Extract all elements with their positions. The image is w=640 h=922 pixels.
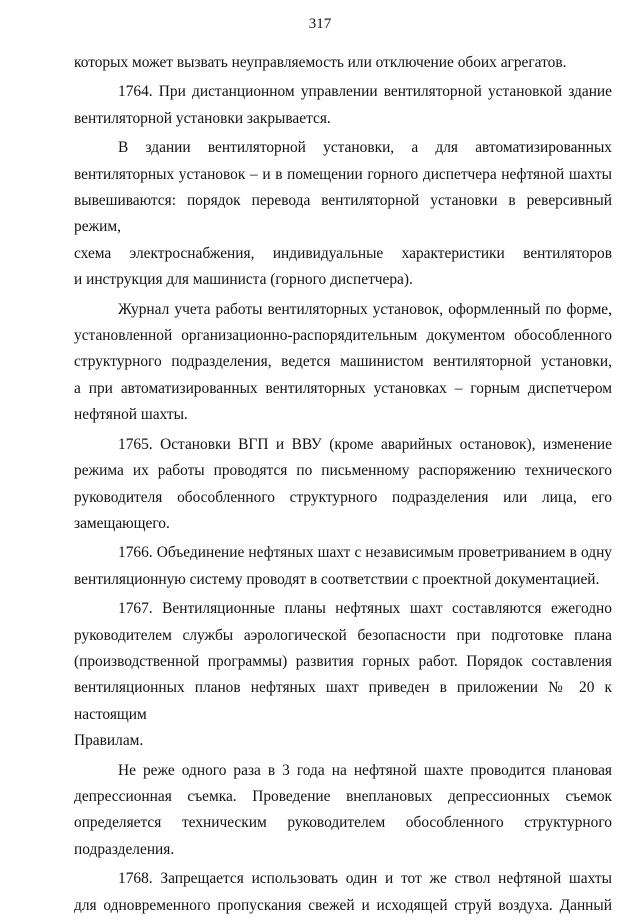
- text-line: которых может вызвать неуправляемость или отключение обоих агрегатов.: [74, 54, 567, 71]
- text-line: (производственной программы) развития горных работ. Порядок составления: [74, 652, 612, 670]
- text-line: вентиляторных установок – и в помещении горного диспетчера нефтяной шахты: [74, 165, 612, 183]
- text-line: структурного подразделения, ведется машинистом вентиляторной установки,: [74, 353, 612, 371]
- text-line: 1768. Запрещается использовать один и тот же ствол нефтяной шахты: [118, 870, 612, 888]
- text-line: вентиляционных планов нефтяных шахт приведен в приложении № 20 к настоящим: [74, 679, 612, 723]
- text-line: а при автоматизированных вентиляторных установках – горным диспетчером: [74, 379, 612, 397]
- paragraph: [74, 432, 612, 538]
- text-line: для одновременного пропускания свежей и исходящей струй воздуха. Данный: [74, 896, 612, 914]
- paragraph: [74, 135, 612, 293]
- text-line: Журнал учета работы вентиляторных установок, оформленный по форме,: [118, 300, 612, 318]
- paragraph: [74, 866, 612, 919]
- text-line: подразделения.: [74, 840, 175, 858]
- text-line: В здании вентиляторной установки, а для автоматизированных: [118, 139, 612, 157]
- paragraph: [74, 79, 612, 132]
- text-line: депрессионная съемка. Проведение внеплановых депрессионных съемок: [74, 787, 612, 805]
- text-line: схема электроснабжения, индивидуальные характеристики вентиляторов: [74, 244, 612, 262]
- text-line: вентиляционную систему проводят в соответствии с проектной документацией.: [74, 570, 600, 588]
- text-line: замещающего.: [74, 514, 170, 532]
- text-line: режима их работы проводятся по письменному распоряжению технического: [74, 462, 612, 480]
- text-line: 1767. Вентиляционные планы нефтяных шахт составляются ежегодно: [118, 600, 612, 618]
- text-line: 1766. Объединение нефтяных шахт с независимым проветриванием в одну: [118, 544, 612, 562]
- text-line: и инструкция для машиниста (горного диспетчера).: [74, 271, 413, 289]
- text-line: установленной организационно-распорядительным документом обособленного: [74, 327, 612, 345]
- text-line: 1765. Остановки ВГП и ВВУ (кроме аварийных остановок), изменение: [118, 435, 612, 453]
- page-number: 317: [308, 16, 332, 32]
- text-line: руководителем службы аэрологической безопасности при подготовке плана: [74, 626, 612, 644]
- text-line: вентиляторной установки закрывается.: [74, 109, 331, 127]
- paragraph: [74, 50, 612, 76]
- document-body: [74, 50, 612, 922]
- text-line: определяется техническим руководителем обособленного структурного: [74, 814, 612, 832]
- paragraph: [74, 540, 612, 593]
- text-line: руководителя обособленного структурного подразделения или лица, его: [74, 488, 612, 506]
- text-line: 1764. При дистанционном управлении вентиляторной установкой здание: [118, 83, 612, 101]
- paragraph: [74, 758, 612, 864]
- text-line: Не реже одного раза в 3 года на нефтяной шахте проводится плановая: [118, 761, 612, 779]
- text-line: вывешиваются: порядок перевода вентиляторной установки в реверсивный режим,: [74, 192, 612, 236]
- text-line: нефтяной шахты.: [74, 406, 188, 424]
- paragraph: [74, 297, 612, 429]
- paragraph: [74, 596, 612, 754]
- text-line: Правилам.: [74, 732, 144, 750]
